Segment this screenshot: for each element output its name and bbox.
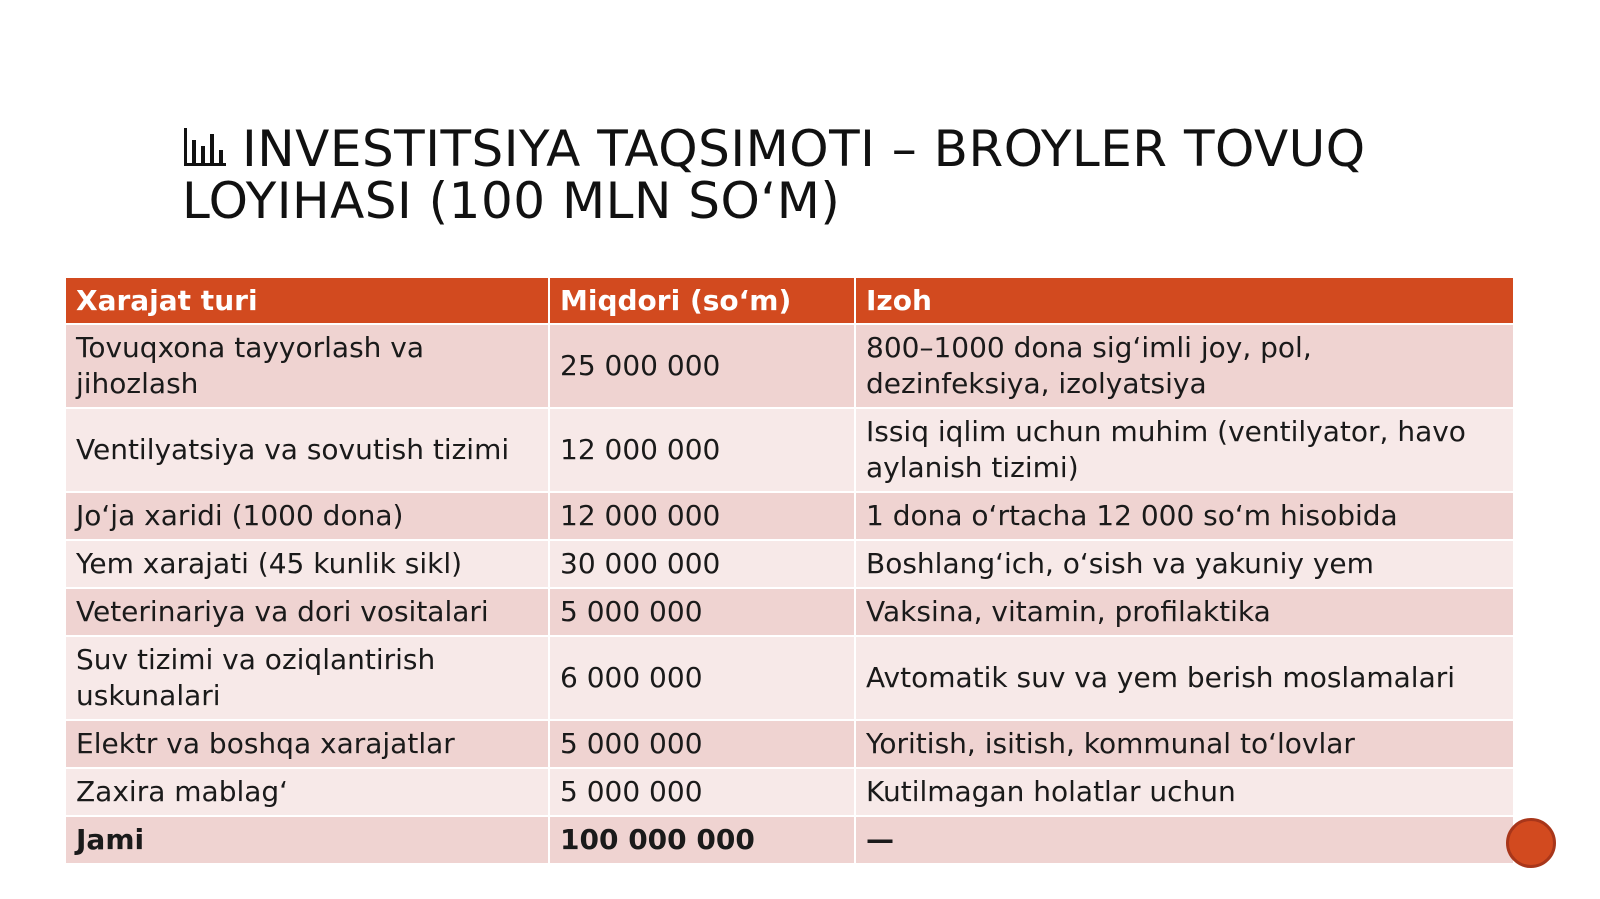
cell-total-label: Jami bbox=[66, 816, 549, 864]
table-row bbox=[66, 324, 1513, 408]
cell-expense-type: Ventilyatsiya va sovutish tizimi bbox=[66, 408, 549, 492]
slide-title bbox=[182, 120, 1512, 230]
cell-expense-type: Elektr va boshqa xarajatlar bbox=[66, 720, 549, 768]
table-row bbox=[66, 720, 1513, 768]
bar-chart-icon bbox=[182, 126, 228, 176]
header-expense-type: Xarajat turi bbox=[66, 278, 549, 324]
cell-note: Vaksina, vitamin, profilaktika bbox=[855, 588, 1513, 636]
cell-expense-type: Zaxira mablag‘ bbox=[66, 768, 549, 816]
cell-note: Yoritish, isitish, kommunal to‘lovlar bbox=[855, 720, 1513, 768]
investment-table bbox=[66, 278, 1513, 865]
cell-total-note: — bbox=[855, 816, 1513, 864]
cell-amount: 12 000 000 bbox=[549, 408, 855, 492]
cell-note: Avtomatik suv va yem berish moslamalari bbox=[855, 636, 1513, 720]
cell-expense-type: Suv tizimi va oziqlantirish uskunalari bbox=[66, 636, 549, 720]
cell-note: Issiq iqlim uchun muhim (ventilyator, havo aylanish tizimi) bbox=[855, 408, 1513, 492]
table-row bbox=[66, 408, 1513, 492]
cell-note: Boshlang‘ich, o‘sish va yakuniy yem bbox=[855, 540, 1513, 588]
header-note: Izoh bbox=[855, 278, 1513, 324]
cell-amount: 5 000 000 bbox=[549, 588, 855, 636]
cell-expense-type: Yem xarajati (45 kunlik sikl) bbox=[66, 540, 549, 588]
cell-amount: 6 000 000 bbox=[549, 636, 855, 720]
cell-total-amount: 100 000 000 bbox=[549, 816, 855, 864]
table-row bbox=[66, 636, 1513, 720]
table-row bbox=[66, 540, 1513, 588]
cell-expense-type: Veterinariya va dori vositalari bbox=[66, 588, 549, 636]
cell-note: Kutilmagan holatlar uchun bbox=[855, 768, 1513, 816]
table-row bbox=[66, 588, 1513, 636]
cell-expense-type: Tovuqxona tayyorlash va jihozlash bbox=[66, 324, 549, 408]
slide-nav-button[interactable] bbox=[1506, 818, 1556, 868]
cell-note: 800–1000 dona sig‘imli joy, pol, dezinfeksiya, izolyatsiya bbox=[855, 324, 1513, 408]
cell-amount: 12 000 000 bbox=[549, 492, 855, 540]
table-header-row bbox=[66, 278, 1513, 324]
header-amount: Miqdori (so‘m) bbox=[549, 278, 855, 324]
table-row bbox=[66, 492, 1513, 540]
cell-amount: 30 000 000 bbox=[549, 540, 855, 588]
cell-amount: 5 000 000 bbox=[549, 768, 855, 816]
table-row bbox=[66, 768, 1513, 816]
table-total-row bbox=[66, 816, 1513, 864]
cell-amount: 25 000 000 bbox=[549, 324, 855, 408]
cell-amount: 5 000 000 bbox=[549, 720, 855, 768]
cell-expense-type: Jo‘ja xaridi (1000 dona) bbox=[66, 492, 549, 540]
slide-title-text: INVESTITSIYA TAQSIMOTI – BROYLER TOVUQ LOYIHASI (100 MLN SO‘M) bbox=[182, 120, 1366, 230]
cell-note: 1 dona o‘rtacha 12 000 so‘m hisobida bbox=[855, 492, 1513, 540]
